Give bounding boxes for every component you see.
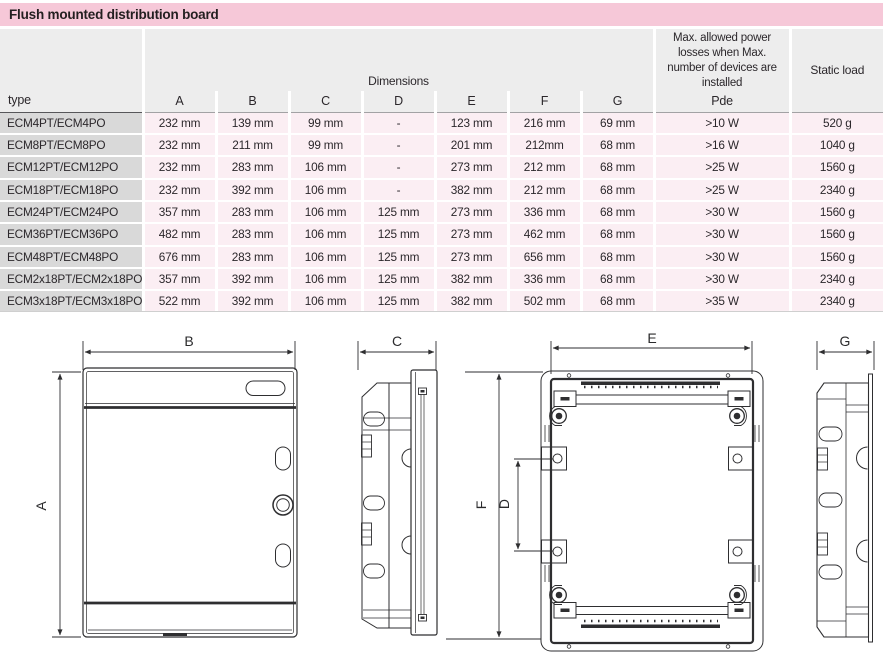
value-cell: 232 mm — [143, 112, 216, 134]
value-cell: >25 W — [654, 179, 790, 201]
side-profile-g — [817, 374, 873, 642]
value-cell: 462 mm — [508, 223, 581, 245]
value-cell: 502 mm — [508, 290, 581, 312]
page-title: Flush mounted distribution board — [0, 3, 883, 26]
value-cell: 1560 g — [790, 223, 883, 245]
value-cell: 125 mm — [362, 223, 435, 245]
knockout-bottom — [364, 564, 385, 578]
value-cell: >30 W — [654, 223, 790, 245]
value-cell: - — [362, 112, 435, 134]
door-slot-bottom — [276, 544, 291, 567]
value-cell: 211 mm — [216, 134, 289, 156]
table-row — [0, 179, 883, 201]
value-cell: 1560 g — [790, 201, 883, 223]
value-cell: 125 mm — [362, 268, 435, 290]
value-cell: >30 W — [654, 246, 790, 268]
value-cell: 125 mm — [362, 246, 435, 268]
mounting-tab-right-lower — [729, 540, 754, 563]
value-cell: 392 mm — [216, 179, 289, 201]
dim-label-f: F — [473, 500, 489, 510]
value-cell: 69 mm — [581, 112, 654, 134]
value-cell: 68 mm — [581, 223, 654, 245]
value-cell: 106 mm — [289, 268, 362, 290]
type-cell: ECM4PT/ECM4PO — [0, 112, 143, 134]
value-cell: 2340 g — [790, 290, 883, 312]
front-view-drawing — [33, 333, 297, 637]
col-header-static-load: Static load — [790, 29, 883, 112]
technical-drawings — [0, 315, 883, 655]
top-handle-slot — [246, 381, 285, 396]
corner-screw-top-left — [550, 407, 567, 426]
value-cell: 676 mm — [143, 246, 216, 268]
value-cell: 68 mm — [581, 201, 654, 223]
dim-d — [496, 459, 553, 551]
corner-screw-bottom-left — [550, 586, 567, 605]
table-row — [0, 134, 883, 156]
value-cell: 106 mm — [289, 246, 362, 268]
value-cell: 106 mm — [289, 156, 362, 178]
wall-flange — [869, 374, 873, 642]
type-cell: ECM48PT/ECM48PO — [0, 246, 143, 268]
value-cell: >30 W — [654, 268, 790, 290]
table-row — [0, 201, 883, 223]
dim-label-b: B — [184, 333, 194, 349]
value-cell: 232 mm — [143, 134, 216, 156]
value-cell: 357 mm — [143, 268, 216, 290]
table-row — [0, 223, 883, 245]
inside-enclosure — [541, 371, 763, 651]
value-cell: 2340 g — [790, 179, 883, 201]
type-cell: ECM24PT/ECM24PO — [0, 201, 143, 223]
value-cell: 106 mm — [289, 290, 362, 312]
value-cell: 125 mm — [362, 201, 435, 223]
value-cell: 382 mm — [435, 179, 508, 201]
dim-label-c: C — [391, 333, 403, 349]
mounting-tab-right-upper — [729, 447, 754, 470]
value-cell: >10 W — [654, 112, 790, 134]
value-cell: 656 mm — [508, 246, 581, 268]
value-cell: 106 mm — [289, 223, 362, 245]
value-cell: 520 g — [790, 112, 883, 134]
din-rail-top — [554, 391, 750, 407]
dim-label-a: A — [33, 501, 49, 511]
dim-a — [33, 372, 81, 637]
value-cell: 357 mm — [143, 201, 216, 223]
value-cell: 273 mm — [435, 156, 508, 178]
value-cell: 99 mm — [289, 134, 362, 156]
door-slot-top — [276, 447, 291, 470]
value-cell: 125 mm — [362, 290, 435, 312]
value-cell: 273 mm — [435, 246, 508, 268]
col-header-dim-c: C — [289, 91, 362, 113]
side-view-c-drawing — [358, 333, 437, 635]
mounting-tab-left-upper — [542, 447, 567, 470]
value-cell: 68 mm — [581, 290, 654, 312]
value-cell: 232 mm — [143, 179, 216, 201]
value-cell: >16 W — [654, 134, 790, 156]
value-cell: 1560 g — [790, 246, 883, 268]
value-cell: 212 mm — [508, 179, 581, 201]
table-row — [0, 246, 883, 268]
dim-label-d: D — [496, 498, 512, 510]
value-cell: 123 mm — [435, 112, 508, 134]
value-cell: 336 mm — [508, 268, 581, 290]
value-cell: 273 mm — [435, 201, 508, 223]
knockout-top — [364, 412, 385, 426]
value-cell: 336 mm — [508, 201, 581, 223]
value-cell: 68 mm — [581, 134, 654, 156]
knockout-middle — [364, 496, 385, 510]
table-body — [0, 112, 883, 312]
value-cell: 283 mm — [216, 156, 289, 178]
value-cell: 201 mm — [435, 134, 508, 156]
col-header-dim-e: E — [435, 91, 508, 113]
value-cell: 522 mm — [143, 290, 216, 312]
value-cell: 139 mm — [216, 112, 289, 134]
value-cell: >25 W — [654, 156, 790, 178]
col-header-dim-g: G — [581, 91, 654, 113]
dim-b — [83, 333, 295, 370]
type-cell: ECM36PT/ECM36PO — [0, 223, 143, 245]
value-cell: 216 mm — [508, 112, 581, 134]
table-header — [0, 29, 883, 112]
value-cell: 1040 g — [790, 134, 883, 156]
type-cell: ECM18PT/ECM18PO — [0, 179, 143, 201]
knockout-top — [819, 427, 842, 441]
value-cell: 106 mm — [289, 179, 362, 201]
col-header-pde: Pde — [654, 91, 790, 113]
dim-label-e: E — [647, 330, 657, 346]
col-header-dim-b: B — [216, 91, 289, 113]
dim-label-g: G — [839, 333, 851, 349]
value-cell: 283 mm — [216, 201, 289, 223]
knockout-bottom — [819, 565, 842, 579]
value-cell: 106 mm — [289, 201, 362, 223]
table-row — [0, 290, 883, 312]
din-rail-bottom — [554, 603, 750, 619]
value-cell: - — [362, 179, 435, 201]
front-view-enclosure — [83, 368, 297, 637]
inside-view-drawing — [446, 330, 763, 651]
col-header-power-losses: Max. allowed power losses when Max. number of devices are installed — [654, 29, 790, 91]
value-cell: - — [362, 156, 435, 178]
value-cell: 212mm — [508, 134, 581, 156]
table-row — [0, 112, 883, 134]
value-cell: 392 mm — [216, 268, 289, 290]
col-header-dimensions: Dimensions — [143, 29, 654, 91]
col-header-dim-d: D — [362, 91, 435, 113]
col-header-dim-a: A — [143, 91, 216, 113]
value-cell: 68 mm — [581, 156, 654, 178]
value-cell: 212 mm — [508, 156, 581, 178]
value-cell: >35 W — [654, 290, 790, 312]
value-cell: 283 mm — [216, 223, 289, 245]
col-header-dim-f: F — [508, 91, 581, 113]
table-row — [0, 268, 883, 290]
value-cell: 68 mm — [581, 268, 654, 290]
value-cell: 68 mm — [581, 179, 654, 201]
dim-e — [551, 330, 752, 374]
mounting-tab-left-lower — [542, 540, 567, 563]
knockout-middle — [819, 493, 842, 507]
type-cell: ECM12PT/ECM12PO — [0, 156, 143, 178]
type-cell: ECM2x18PT/ECM2x18PO — [0, 268, 143, 290]
table-bottom-rule — [0, 311, 883, 312]
value-cell: 283 mm — [216, 246, 289, 268]
value-cell: 482 mm — [143, 223, 216, 245]
value-cell: 382 mm — [435, 290, 508, 312]
value-cell: 273 mm — [435, 223, 508, 245]
side-view-g-drawing — [817, 333, 874, 642]
value-cell: 392 mm — [216, 290, 289, 312]
dim-f — [446, 372, 543, 639]
spec-table — [0, 29, 883, 313]
type-cell: ECM3x18PT/ECM3x18PO — [0, 290, 143, 312]
value-cell: 99 mm — [289, 112, 362, 134]
value-cell: 68 mm — [581, 246, 654, 268]
door-lock — [273, 495, 293, 515]
value-cell: 382 mm — [435, 268, 508, 290]
col-header-type: type — [0, 29, 143, 112]
side-profile-c — [362, 370, 438, 635]
dim-c — [358, 333, 436, 370]
table-row — [0, 156, 883, 178]
value-cell: 1560 g — [790, 156, 883, 178]
dim-g — [817, 333, 874, 370]
corner-screw-bottom-right — [730, 586, 747, 605]
value-cell: - — [362, 134, 435, 156]
value-cell: 2340 g — [790, 268, 883, 290]
corner-screw-top-right — [730, 407, 747, 426]
value-cell: 232 mm — [143, 156, 216, 178]
value-cell: >30 W — [654, 201, 790, 223]
type-cell: ECM8PT/ECM8PO — [0, 134, 143, 156]
